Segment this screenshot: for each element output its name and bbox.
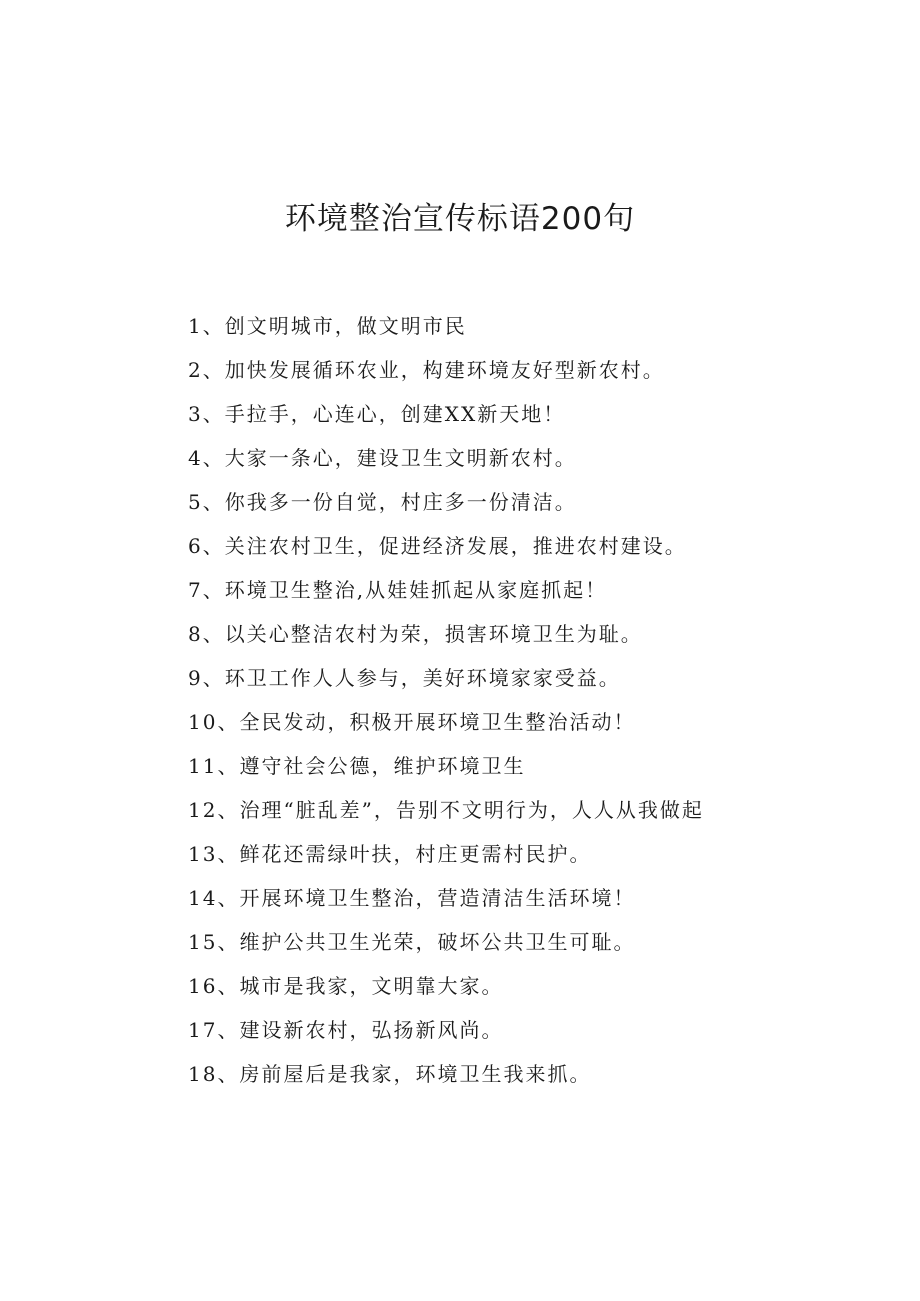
slogan-item: 4、大家一条心，建设卫生文明新农村。 xyxy=(188,446,577,470)
slogan-item: 1、创文明城市，做文明市民 xyxy=(188,314,467,338)
slogan-item: 11、遵守社会公德，维护环境卫生 xyxy=(188,754,526,778)
slogan-item: 2、加快发展循环农业，构建环境友好型新农村。 xyxy=(188,358,665,382)
slogan-item: 14、开展环境卫生整治，营造清洁生活环境！ xyxy=(188,886,636,910)
slogan-item: 9、环卫工作人人参与，美好环境家家受益。 xyxy=(188,666,621,690)
slogan-item: 16、城市是我家，文明靠大家。 xyxy=(188,974,504,998)
slogan-item: 10、全民发动，积极开展环境卫生整治活动！ xyxy=(188,710,636,734)
slogan-item: 3、手拉手，心连心，创建XX新天地！ xyxy=(188,402,566,426)
slogan-item: 13、鲜花还需绿叶扶，村庄更需村民护。 xyxy=(188,842,592,866)
slogan-list xyxy=(188,304,888,1096)
slogan-item: 17、建设新农村，弘扬新风尚。 xyxy=(188,1018,504,1042)
slogan-item: 7、环境卫生整治,从娃娃抓起从家庭抓起！ xyxy=(188,578,608,602)
slogan-item: 6、关注农村卫生，促进经济发展，推进农村建设。 xyxy=(188,534,687,558)
slogan-item: 12、治理“脏乱差”，告别不文明行为，人人从我做起 xyxy=(188,798,704,822)
slogan-item: 18、房前屋后是我家，环境卫生我来抓。 xyxy=(188,1062,592,1086)
slogan-item: 8、以关心整洁农村为荣，损害环境卫生为耻。 xyxy=(188,622,643,646)
slogan-item: 15、维护公共卫生光荣，破坏公共卫生可耻。 xyxy=(188,930,636,954)
slogan-item: 5、你我多一份自觉，村庄多一份清洁。 xyxy=(188,490,577,514)
page-title: 环境整治宣传标语200句 xyxy=(284,201,636,237)
